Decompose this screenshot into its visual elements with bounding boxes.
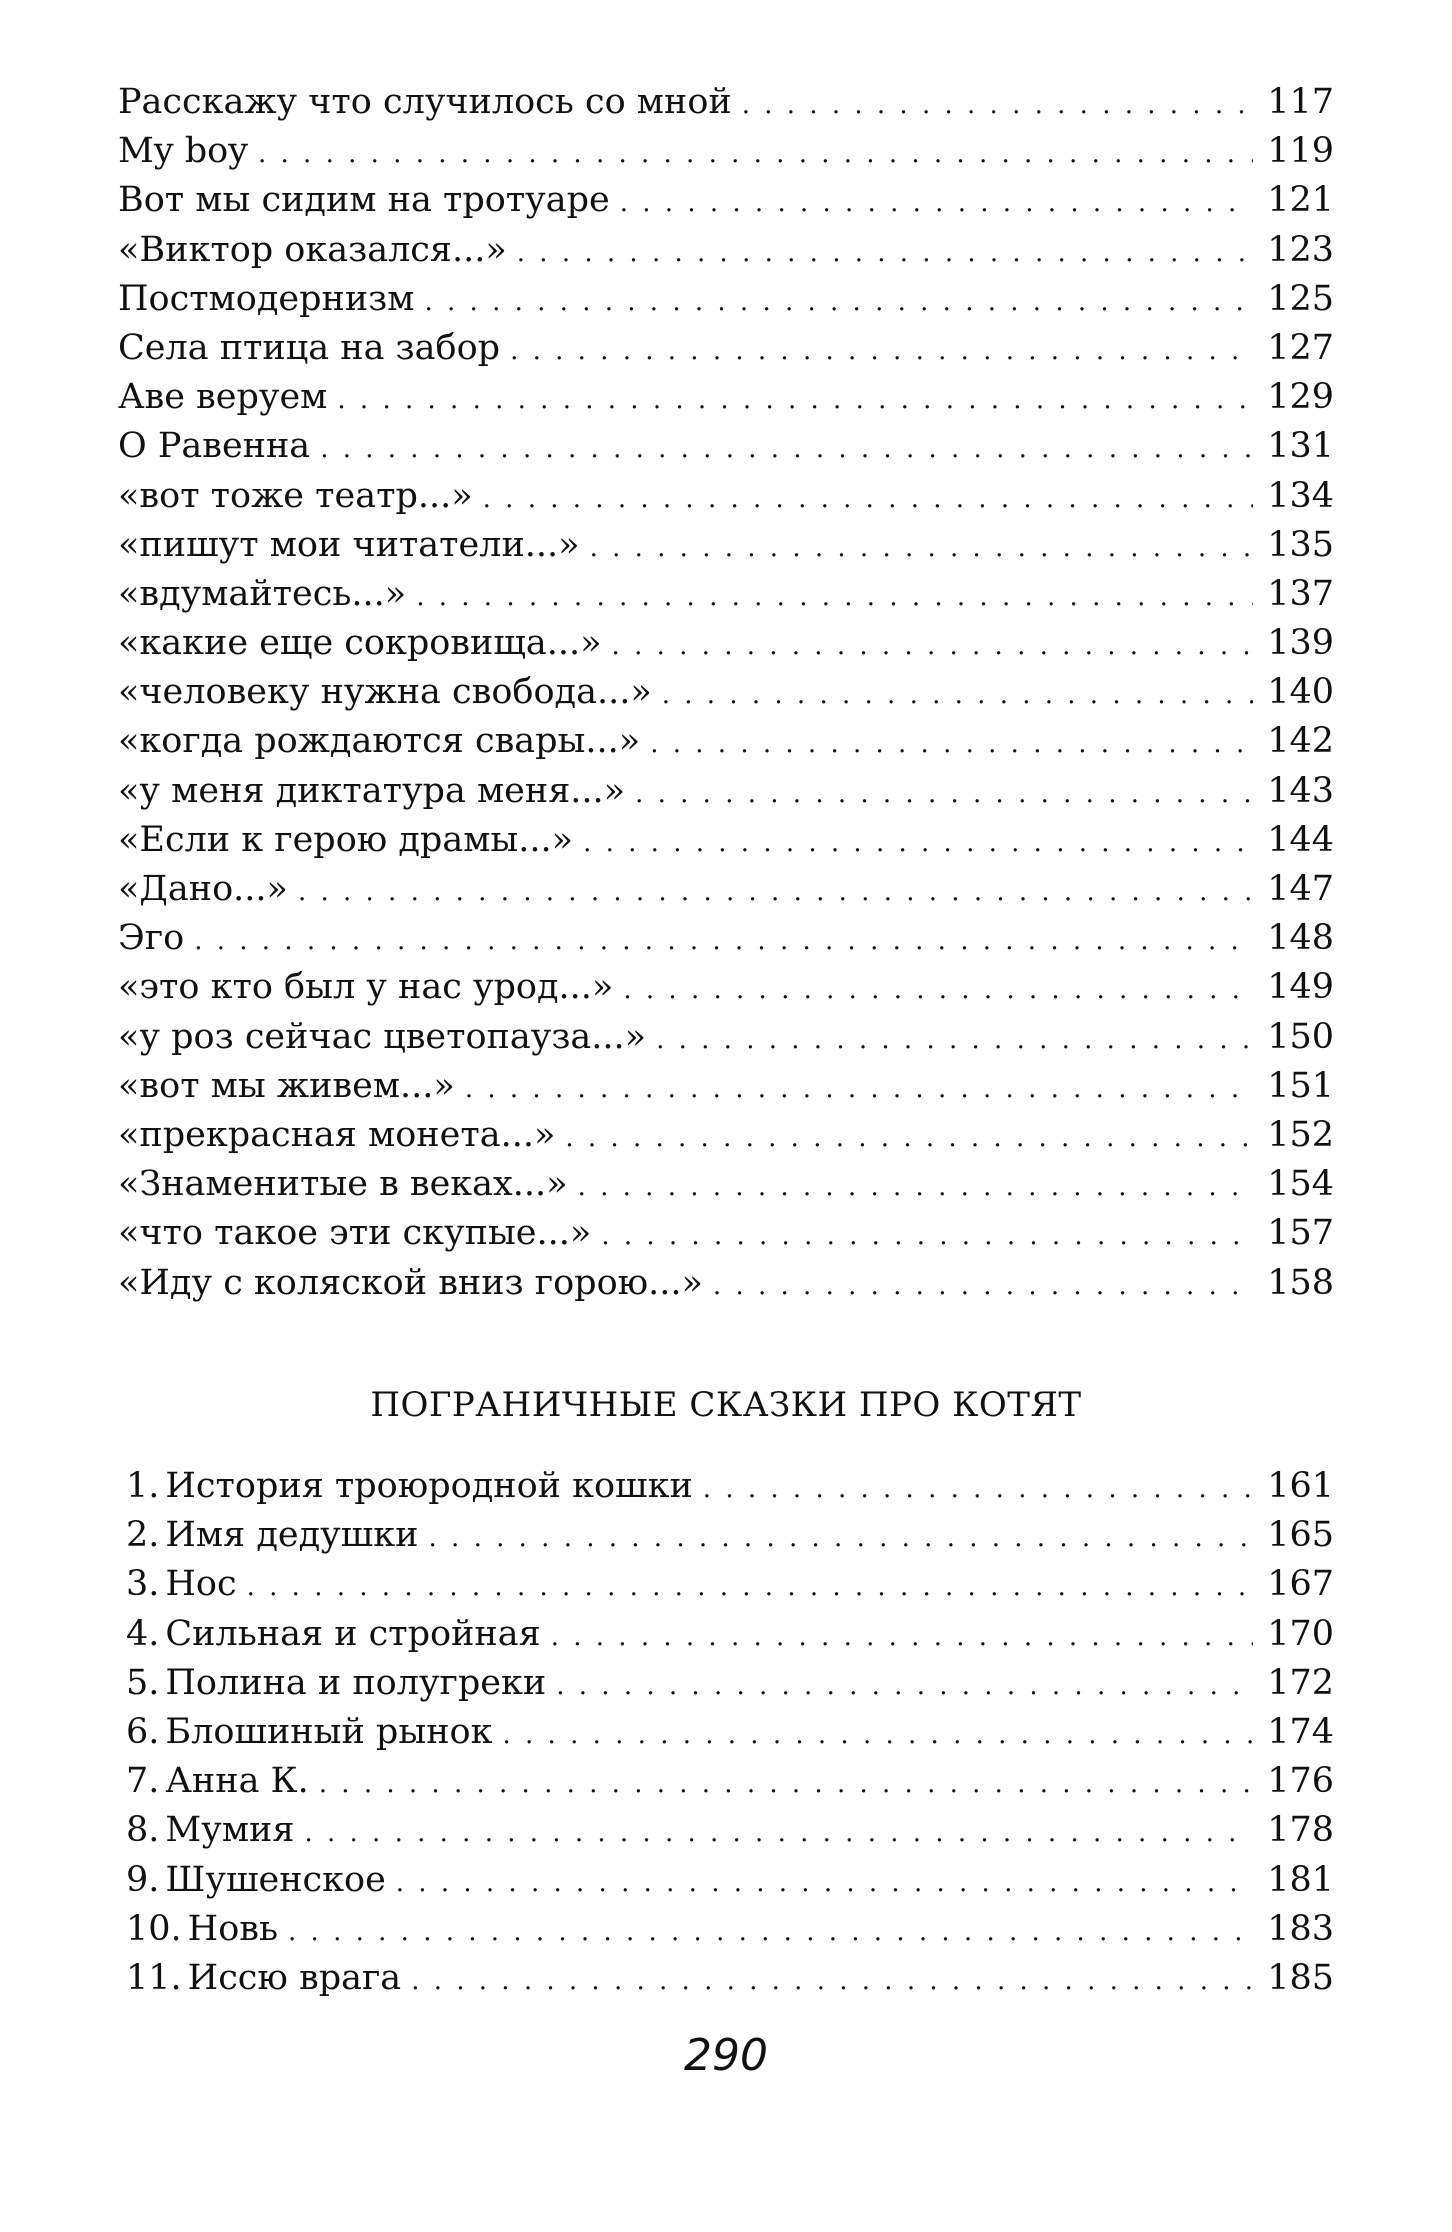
dot-leader	[304, 1809, 1253, 1858]
toc-entry-page: 147	[1267, 869, 1334, 909]
toc-entry	[118, 1708, 1334, 1757]
toc-entry-title: «Дано...»	[118, 869, 288, 909]
page-number: 290	[684, 2030, 768, 2081]
dot-leader	[425, 278, 1254, 327]
dot-leader	[703, 1465, 1253, 1514]
dot-leader	[578, 1163, 1254, 1212]
dot-leader	[396, 1859, 1253, 1908]
toc-entry-title: «пишут мои читатели...»	[118, 524, 580, 565]
toc-list-part2	[118, 1462, 1334, 2003]
dot-leader	[194, 917, 1253, 966]
toc-entry	[118, 226, 1334, 275]
toc-entry-title: Расскажу что случилось со мной	[118, 82, 732, 122]
toc-entry	[118, 1610, 1334, 1659]
dot-leader	[319, 1760, 1253, 1809]
toc-entry-number: 8.	[126, 1810, 160, 1851]
toc-entry	[118, 1560, 1334, 1609]
toc-entry	[118, 127, 1334, 176]
toc-entry-title: История троюродной кошки	[165, 1466, 693, 1506]
toc-entry-title: Анна К.	[165, 1761, 309, 1802]
toc-entry-page: 144	[1267, 819, 1334, 860]
toc-entry-page: 178	[1267, 1810, 1334, 1851]
toc-entry	[118, 275, 1334, 324]
toc-entry	[118, 1757, 1334, 1806]
toc-entry-title: «вот мы живем...»	[118, 1065, 455, 1106]
toc-entry-page: 176	[1267, 1761, 1334, 1802]
toc-entry-title: Сильная и стройная	[165, 1613, 541, 1654]
dot-leader	[635, 770, 1253, 819]
toc-entry	[118, 422, 1334, 471]
toc-entry	[118, 865, 1334, 914]
toc-entry	[118, 472, 1334, 521]
toc-entry	[118, 1160, 1334, 1209]
dot-leader	[483, 475, 1254, 524]
toc-entry-number: 11.	[126, 1957, 182, 1998]
toc-entry-title: «у роз сейчас цветопауза...»	[118, 1016, 647, 1057]
toc-entry-page: 139	[1267, 623, 1334, 664]
toc-entry-page: 165	[1267, 1515, 1334, 1556]
toc-entry-title: «Иду с коляской вниз горою...»	[118, 1262, 703, 1303]
toc-entry	[118, 1209, 1334, 1258]
toc-entry-title: «у меня диктатура меня...»	[118, 770, 626, 811]
toc-entry	[118, 1856, 1334, 1905]
dot-leader	[429, 1514, 1254, 1563]
toc-entry-title: «Знаменитые в веках...»	[118, 1164, 568, 1205]
toc-entry-page: 137	[1267, 573, 1334, 614]
toc-entry	[118, 1659, 1334, 1708]
toc-entry	[118, 1954, 1334, 2003]
toc-entry	[118, 1111, 1334, 1160]
dot-leader	[517, 229, 1253, 278]
toc-entry-page: 170	[1267, 1613, 1334, 1654]
dot-leader	[320, 425, 1253, 474]
dot-leader	[247, 1563, 1254, 1612]
toc-entry-page: 125	[1267, 278, 1334, 319]
toc-entry-title: Блошиный рынок	[165, 1711, 493, 1752]
toc-entry-number: 9.	[126, 1859, 160, 1900]
toc-entry-page: 148	[1267, 918, 1334, 959]
toc-entry-page: 181	[1267, 1859, 1334, 1900]
toc-entry	[118, 668, 1334, 717]
toc-entry-page: 119	[1267, 131, 1334, 172]
toc-entry	[118, 176, 1334, 225]
toc-entry-title: Мумия	[165, 1810, 295, 1851]
toc-entry-title: «человеку нужна свобода...»	[118, 672, 652, 713]
dot-leader	[612, 622, 1254, 671]
dot-leader	[590, 524, 1254, 573]
toc-entry-number: 3.	[126, 1564, 160, 1605]
dot-leader	[298, 868, 1253, 917]
dot-leader	[601, 1212, 1253, 1261]
toc-entry-page: 167	[1267, 1564, 1334, 1605]
toc-entry-page: 149	[1267, 967, 1334, 1008]
toc-entry-title: «какие еще сокровища...»	[118, 623, 602, 664]
toc-entry	[118, 1462, 1334, 1511]
toc-entry	[118, 767, 1334, 816]
toc-entry	[118, 1511, 1334, 1560]
toc-entry-title: «вот тоже театр...»	[118, 475, 473, 516]
toc-entry-title: «что такое эти скупые...»	[118, 1213, 592, 1254]
toc-entry	[118, 1259, 1334, 1308]
toc-entry	[118, 1905, 1334, 1954]
toc-entry-page: 151	[1267, 1065, 1334, 1106]
toc-entry-number: 10.	[126, 1908, 182, 1949]
toc-entry	[118, 963, 1334, 1012]
toc-entry-page: 183	[1267, 1908, 1334, 1949]
dot-leader	[583, 819, 1253, 868]
toc-entry-title: «вдумайтесь...»	[118, 573, 407, 614]
toc-entry-title: Новь	[187, 1908, 279, 1949]
dot-leader	[416, 573, 1253, 622]
dot-leader	[502, 1711, 1253, 1760]
toc-entry-page: 117	[1267, 82, 1334, 122]
dot-leader	[565, 1114, 1253, 1163]
toc-entry	[118, 1013, 1334, 1062]
toc-entry-number: 6.	[126, 1711, 160, 1752]
toc-entry-page: 174	[1267, 1711, 1334, 1752]
dot-leader	[258, 130, 1253, 179]
dot-leader	[650, 720, 1253, 769]
dot-leader	[620, 179, 1253, 228]
toc-entry-page: 121	[1267, 180, 1334, 221]
toc-entry-title: Шушенское	[165, 1859, 386, 1900]
toc-entry	[118, 1062, 1334, 1111]
toc-entry-number: 1.	[126, 1466, 160, 1506]
toc-entry-title: «Виктор оказался...»	[118, 229, 507, 270]
toc-entry-title: Аве веруем	[118, 377, 328, 418]
toc-entry-number: 2.	[126, 1515, 160, 1556]
toc-entry	[118, 619, 1334, 668]
dot-leader	[713, 1262, 1253, 1311]
toc-entry-title: «когда рождаются свары...»	[118, 721, 641, 762]
toc-entry-page: 131	[1267, 426, 1334, 467]
toc-entry-title: Вот мы сидим на тротуаре	[118, 180, 610, 221]
toc-entry-title: «прекрасная монета...»	[118, 1114, 556, 1155]
toc-entry-page: 150	[1267, 1016, 1334, 1057]
toc-entry-title: Имя дедушки	[165, 1515, 419, 1556]
dot-leader	[656, 1016, 1253, 1065]
toc-entry-title: «Если к герою драмы...»	[118, 819, 574, 860]
toc-entry-page: 134	[1267, 475, 1334, 516]
toc-entry-page: 129	[1267, 377, 1334, 418]
toc-entry	[118, 324, 1334, 373]
toc-entry-page: 140	[1267, 672, 1334, 713]
dot-leader	[288, 1908, 1253, 1957]
toc-entry-page: 127	[1267, 327, 1334, 368]
toc-entry-page: 142	[1267, 721, 1334, 762]
dot-leader	[662, 671, 1253, 720]
toc-entry	[118, 717, 1334, 766]
dot-leader	[510, 327, 1253, 376]
toc-entry	[118, 521, 1334, 570]
dot-leader	[742, 81, 1253, 130]
toc-entry	[118, 570, 1334, 619]
toc-entry	[118, 816, 1334, 865]
toc-entry-title: Постмодернизм	[118, 278, 415, 319]
toc-entry-page: 157	[1267, 1213, 1334, 1254]
toc-entry-page: 135	[1267, 524, 1334, 565]
toc-entry-number: 4.	[126, 1613, 160, 1654]
toc-entry-title: «это кто был у нас урод...»	[118, 967, 614, 1008]
dot-leader	[465, 1065, 1253, 1114]
toc-entry-page: 185	[1267, 1957, 1334, 1998]
dot-leader	[556, 1662, 1253, 1711]
toc-entry-number: 7.	[126, 1761, 160, 1802]
toc-entry-page: 161	[1267, 1466, 1334, 1506]
toc-entry	[118, 373, 1334, 422]
toc-entry-page: 123	[1267, 229, 1334, 270]
toc-entry-title: My boy	[118, 131, 248, 172]
toc-list-part1	[118, 78, 1334, 1308]
toc-entry-page: 158	[1267, 1262, 1334, 1303]
toc-entry-title: Села птица на забор	[118, 327, 501, 368]
toc-entry-title: Полина и полугреки	[165, 1662, 547, 1703]
toc-entry-title: Иссю врага	[187, 1957, 402, 1998]
toc-entry-page: 143	[1267, 770, 1334, 811]
toc-entry-number: 5.	[126, 1662, 160, 1703]
toc-entry	[118, 1806, 1334, 1855]
toc-entry-title: Эго	[118, 918, 185, 959]
toc-entry	[118, 914, 1334, 963]
toc-entry-page: 172	[1267, 1662, 1334, 1703]
toc-entry-page: 154	[1267, 1164, 1334, 1205]
toc-entry	[118, 78, 1334, 127]
toc-entry-page: 152	[1267, 1114, 1334, 1155]
dot-leader	[551, 1613, 1253, 1662]
dot-leader	[623, 966, 1253, 1015]
dot-leader	[337, 376, 1253, 425]
dot-leader	[411, 1957, 1253, 2006]
toc-entry-title: Нос	[165, 1564, 237, 1605]
toc-entry-title: О Равенна	[118, 426, 311, 467]
section-title: ПОГРАНИЧНЫЕ СКАЗКИ ПРО КОТЯТ	[370, 1385, 1082, 1425]
